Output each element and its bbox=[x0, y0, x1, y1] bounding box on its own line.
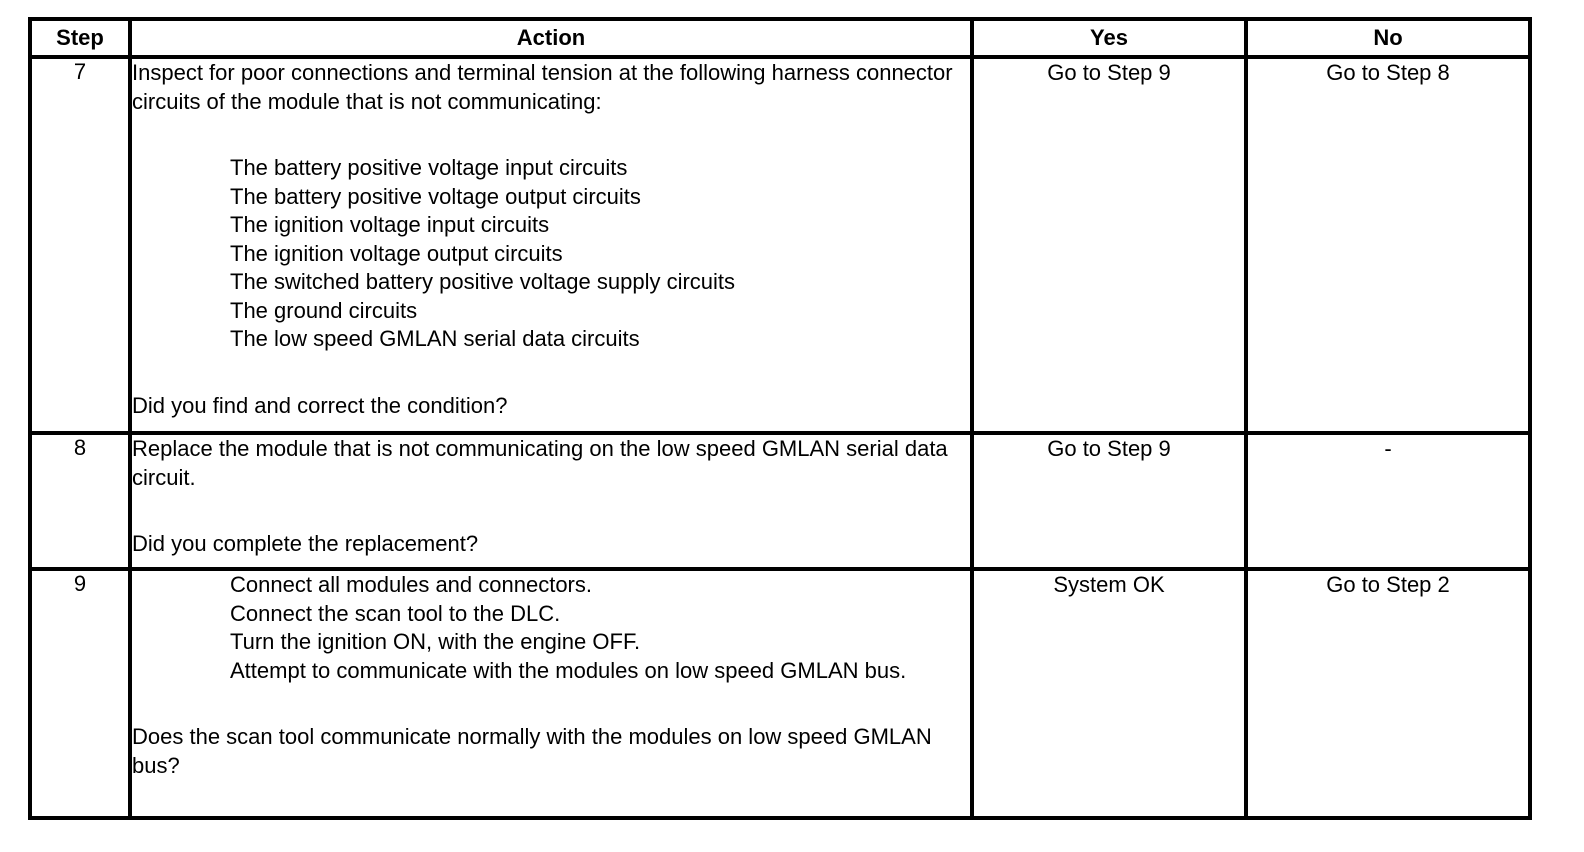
list-item: Connect all modules and connectors. bbox=[230, 572, 592, 597]
action-instruction: Replace the module that is not communicating on the low speed GMLAN serial data circuit. bbox=[132, 436, 948, 490]
list-item: The ground circuits bbox=[230, 297, 418, 323]
step-number: 7 bbox=[30, 57, 130, 433]
list-item: Turn the ignition ON, with the engine OFF. bbox=[230, 629, 641, 654]
yes-result: System OK bbox=[972, 569, 1246, 818]
header-step: Step bbox=[30, 19, 130, 57]
table-row bbox=[30, 433, 1530, 569]
step-number: 8 bbox=[30, 433, 130, 569]
action-cell bbox=[130, 433, 972, 569]
no-result: Go to Step 2 bbox=[1246, 569, 1530, 818]
action-cell bbox=[130, 569, 972, 818]
list-item: Connect the scan tool to the DLC. bbox=[230, 600, 561, 626]
step-number: 9 bbox=[30, 569, 130, 818]
action-question: Did you complete the replacement? bbox=[132, 531, 479, 556]
table-header-row bbox=[30, 19, 1530, 57]
procedure-list bbox=[132, 571, 970, 685]
list-item: The battery positive voltage input circuits bbox=[230, 155, 628, 180]
action-question: Does the scan tool communicate normally with the modules on low speed GMLAN bus? bbox=[132, 724, 932, 778]
header-no: No bbox=[1246, 19, 1530, 57]
no-result: Go to Step 8 bbox=[1246, 57, 1530, 433]
list-item: Attempt to communicate with the modules on low speed GMLAN bus. bbox=[230, 657, 907, 683]
yes-result: Go to Step 9 bbox=[972, 433, 1246, 569]
action-instruction: Inspect for poor connections and terminal tension at the following harness connector circuits of the module that is not communicating: bbox=[132, 60, 953, 114]
list-item: The switched battery positive voltage supply circuits bbox=[230, 269, 736, 294]
no-result: - bbox=[1246, 433, 1530, 569]
diagnostic-table bbox=[28, 17, 1532, 820]
circuit-list bbox=[132, 154, 970, 354]
action-cell bbox=[130, 57, 972, 433]
yes-result: Go to Step 9 bbox=[972, 57, 1246, 433]
action-question: Did you find and correct the condition? bbox=[132, 392, 508, 418]
table-row bbox=[30, 569, 1530, 818]
list-item: The ignition voltage input circuits bbox=[230, 212, 550, 237]
table-row bbox=[30, 57, 1530, 433]
list-item: The battery positive voltage output circuits bbox=[230, 183, 641, 209]
header-yes: Yes bbox=[972, 19, 1246, 57]
list-item: The low speed GMLAN serial data circuits bbox=[230, 326, 640, 351]
list-item: The ignition voltage output circuits bbox=[230, 240, 563, 266]
header-action: Action bbox=[130, 19, 972, 57]
